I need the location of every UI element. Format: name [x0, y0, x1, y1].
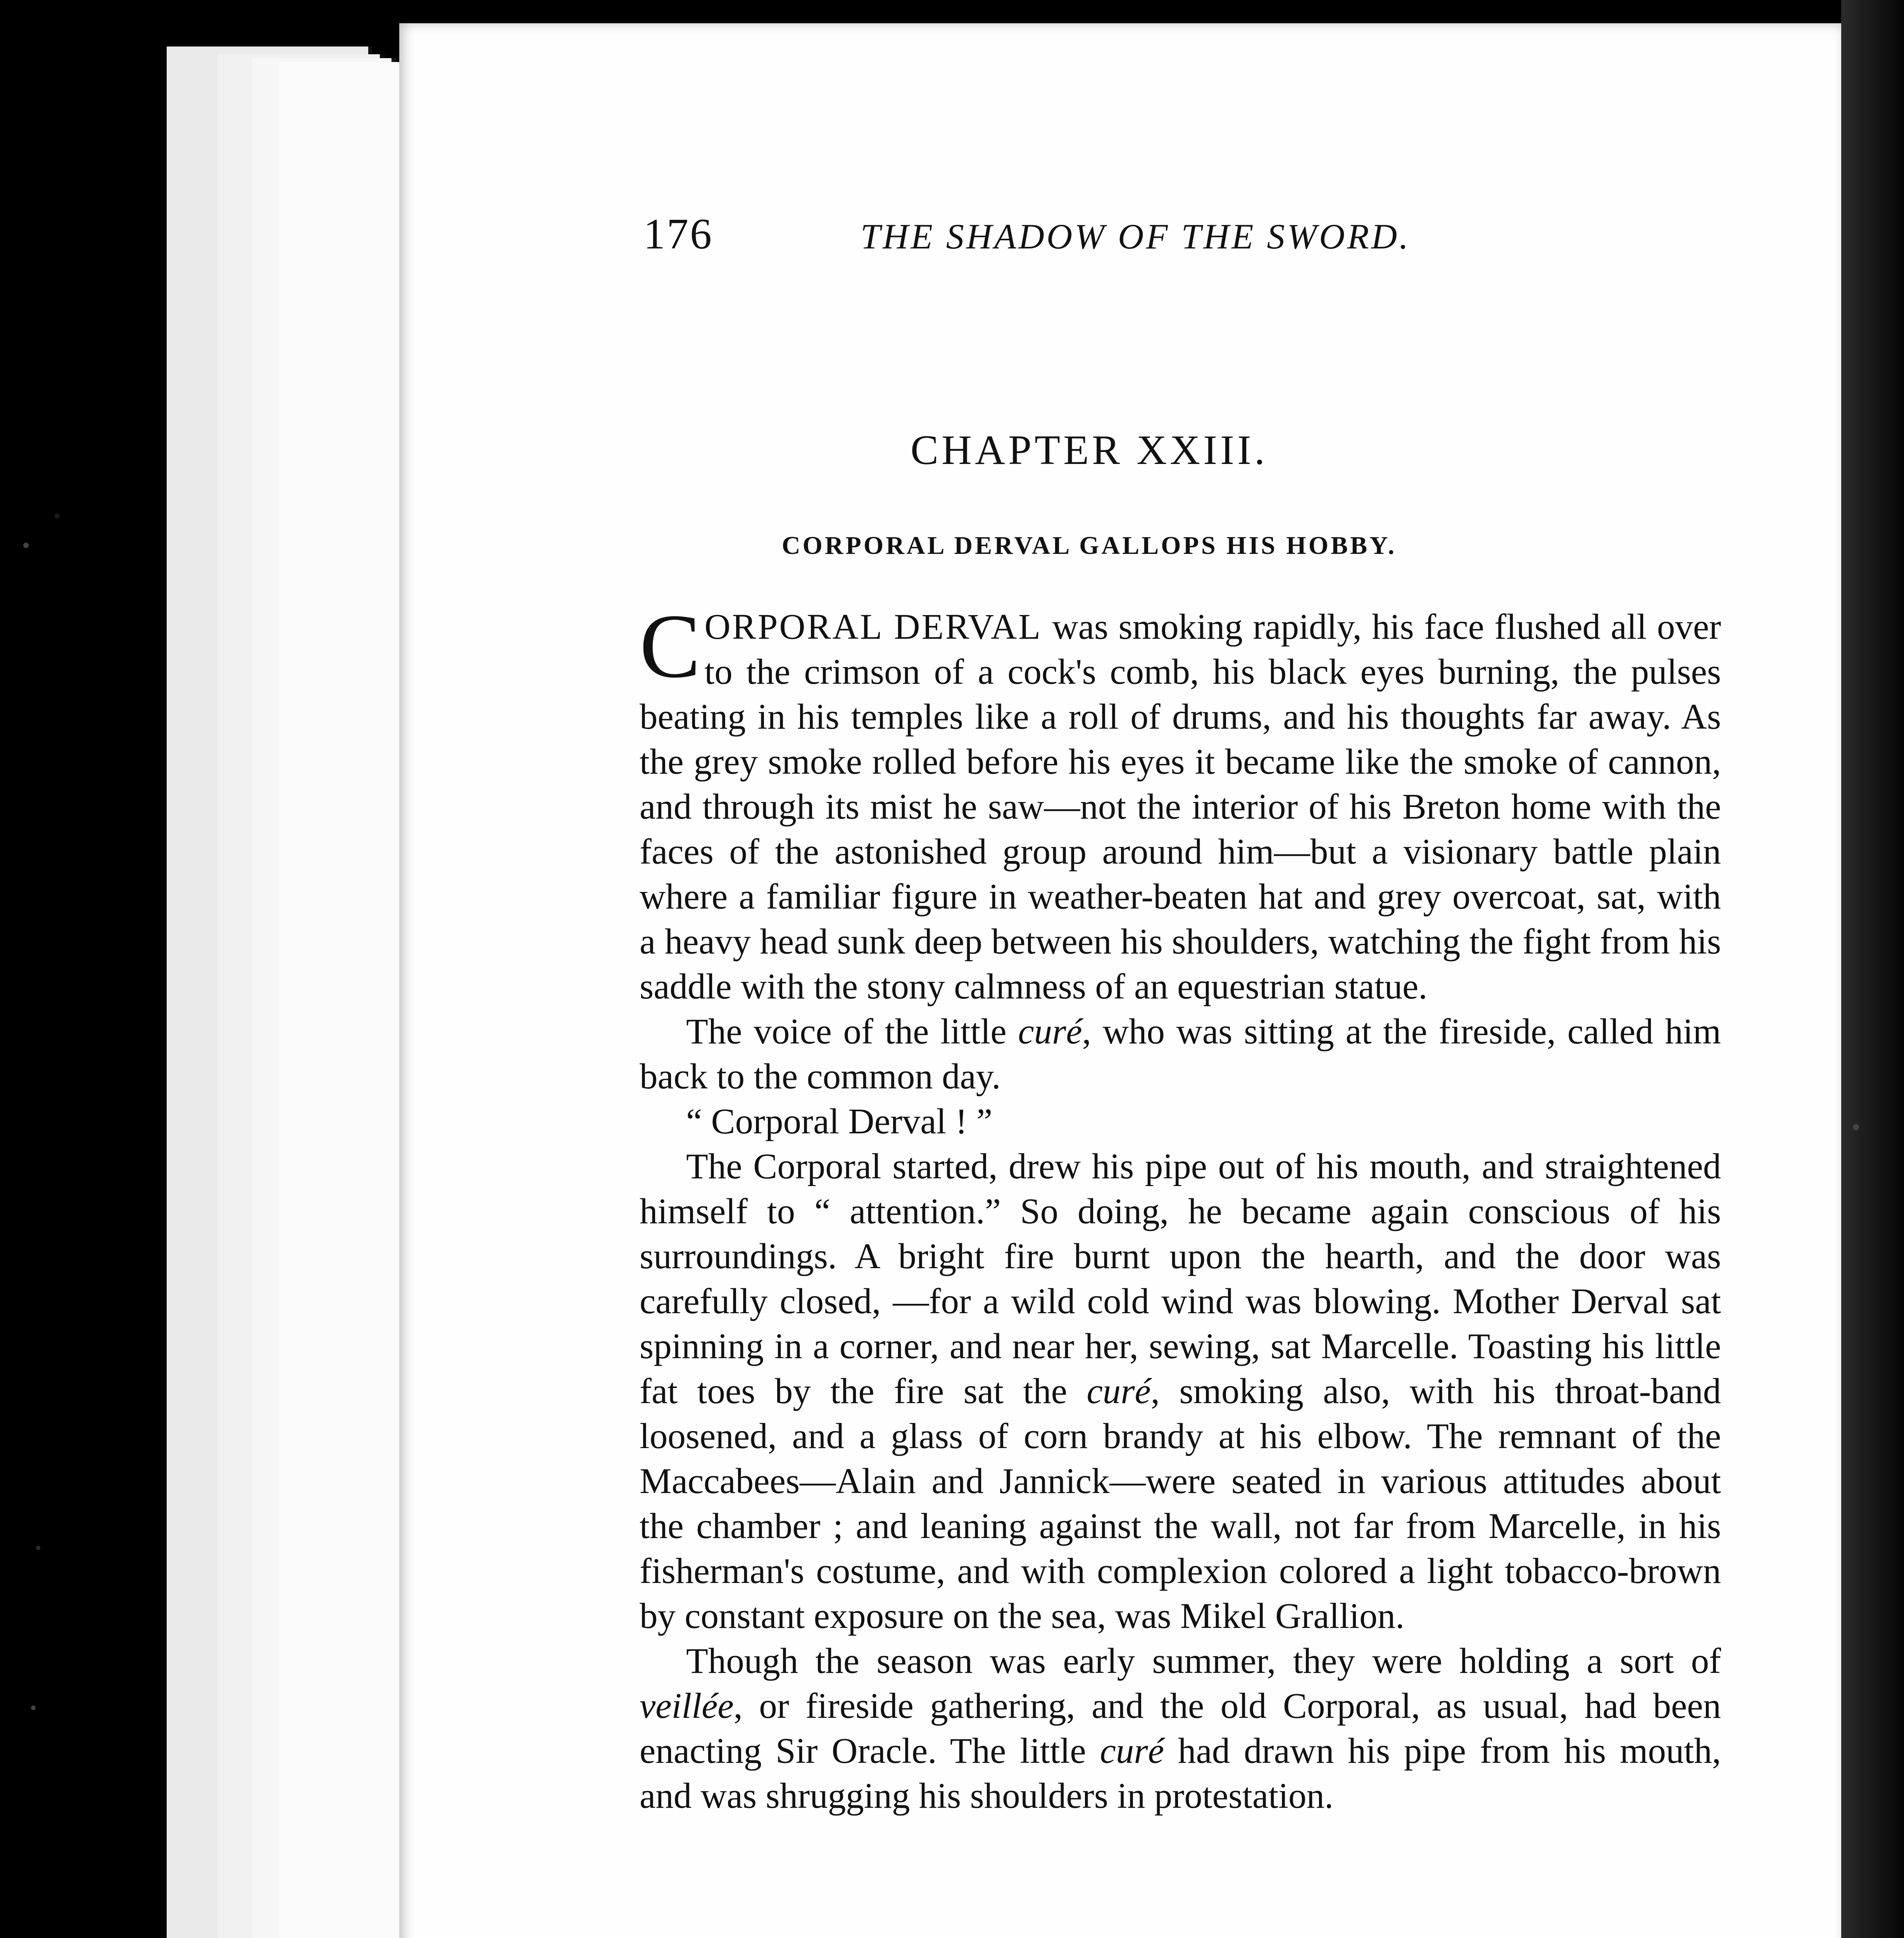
- italic-word: curé: [1018, 1012, 1082, 1052]
- page-number: 176: [643, 210, 713, 258]
- paragraph-text: , smoking also, with his throat-band loosened, and a glass of corn brandy at his elbow. The remnant of the Maccabees—Alain and Jannick—were seated in various attitudes about the chamber ; and leaning against the wall, not far from Marcelle, in his fisherman's costume, and with complexion colored a light tobacco-brown by constant exposure on the sea, was Mikel Grallion.: [640, 1371, 1721, 1636]
- paragraph-text: The Corporal started, drew his pipe out of his mouth, and straightened himself to “ attention.” So doing, he became again conscious of his surroundings. A bright fire burnt upon the hearth, and the door was carefully closed, —for a wild cold wind was blowing. Mother Derval sat spinning in a corner, and near her, sewing, sat Marcelle. Toasting his little fat toes by the fire sat the: [640, 1147, 1721, 1411]
- paragraph-text: had drawn his pipe from his mouth, and was shrugging his shoulders in protestation.: [640, 1731, 1721, 1816]
- paragraph-text: , or fireside gathering, and the old Corporal, as usual, had been enacting Sir Oracle. The little: [640, 1686, 1721, 1771]
- paragraph-text: , who was sitting at the fireside, called him back to the common day.: [640, 1012, 1721, 1097]
- paragraph-text: The voice of the little: [686, 1012, 1018, 1052]
- paragraph-text: “ Corporal Derval ! ”: [686, 1102, 993, 1141]
- page-edge: [279, 62, 407, 1938]
- paragraph: [640, 1009, 1721, 1099]
- chapter-heading: CHAPTER XXIII.: [911, 427, 1268, 473]
- running-head: [643, 209, 1535, 259]
- scan-speck: [23, 543, 29, 548]
- italic-word: veillée: [640, 1686, 734, 1726]
- paragraph-text: Though the season was early summer, they were holding a sort of: [686, 1641, 1721, 1681]
- paragraph: [640, 596, 1721, 1009]
- scan-speck: [1853, 1124, 1859, 1130]
- drop-cap: C: [640, 596, 701, 697]
- chapter-body: [640, 596, 1721, 1819]
- running-title: THE SHADOW OF THE SWORD.: [861, 217, 1411, 256]
- paragraph: [640, 1099, 1721, 1144]
- opening-small-caps: ORPORAL DERVAL: [704, 607, 1042, 647]
- italic-word: curé: [1100, 1731, 1164, 1771]
- paragraph-text: was smoking rapidly, his face flushed all over to the crimson of a cock's comb, his black eyes burning, the pulses beating in his temples like a roll of drums, and his thoughts far away. As the grey smoke rolled before his eyes it became like the smoke of cannon, and through its mist he saw—not the interior of his Breton home with the faces of the astonished group around him—but a visionary battle plain where a familiar figure in weather-beaten hat and grey overcoat, sat, with a heavy head sunk deep between his shoulders, watching the fight from his saddle with the stony calmness of an equestrian statue.: [640, 607, 1721, 1007]
- italic-word: curé: [1087, 1371, 1151, 1411]
- binding-shadow: [1841, 0, 1904, 1938]
- paragraph: [640, 1639, 1721, 1819]
- chapter-subtitle: CORPORAL DERVAL GALLOPS HIS HOBBY.: [781, 531, 1397, 560]
- paragraph: [640, 1144, 1721, 1639]
- scan-speck: [31, 1705, 36, 1710]
